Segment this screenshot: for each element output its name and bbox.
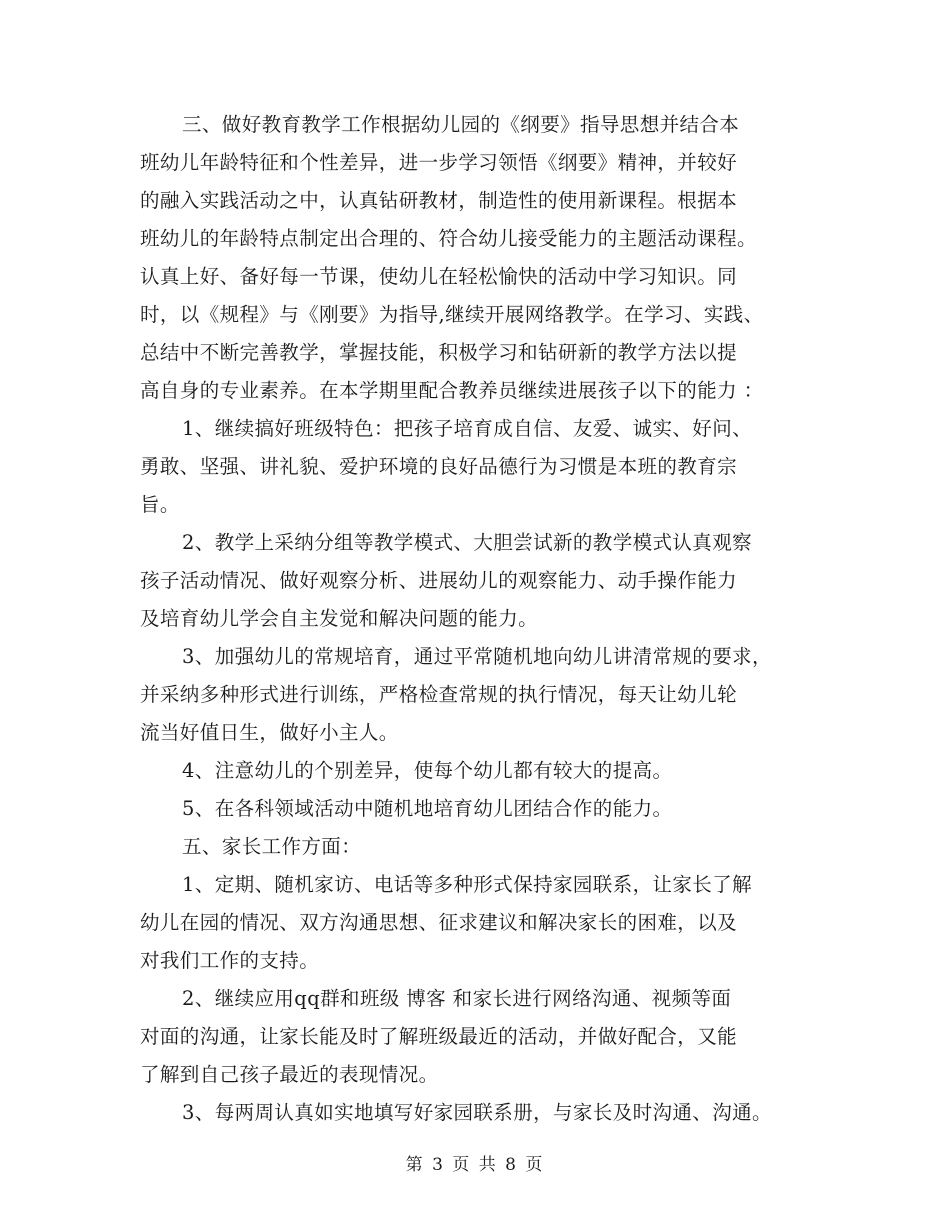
paragraph-line: 对我们工作的支持。 xyxy=(140,949,320,972)
paragraph-line: 班幼儿的年龄特点制定出合理的、符合幼儿接受能力的主题活动课程。 xyxy=(140,227,757,250)
page-number-footer: 第 3 页 共 8 页 xyxy=(405,1155,545,1175)
paragraph-line: 孩子活动情况、做好观察分析、进展幼儿的观察能力、动手操作能力 xyxy=(140,569,738,592)
paragraph-line: 1、继续搞好班级特色：把孩子培育成自信、友爱、诚实、好问、 xyxy=(182,417,753,440)
paragraph-line: 三、做好教育教学工作根据幼儿园的《纲要》指导思想并结合本 xyxy=(182,113,740,136)
paragraph-line: 3、每两周认真如实地填写好家园联系册，与家长及时沟通、沟通。 xyxy=(182,1101,772,1124)
paragraph-line: 4、注意幼儿的个别差异，使每个幼儿都有较大的提高。 xyxy=(182,759,673,782)
paragraph-line: 了解到自己孩子最近的表现情况。 xyxy=(140,1063,439,1086)
paragraph-line: 1、定期、随机家访、电话等多种形式保持家园联系，让家长了解 xyxy=(182,873,753,896)
paragraph-line: 高自身的专业素养。在本学期里配合教养员继续进展孩子以下的能力 ： xyxy=(140,379,764,402)
paragraph-line: 的融入实践活动之中，认真钻研教材，制造性的使用新课程。根据本 xyxy=(140,189,738,212)
document-body xyxy=(140,106,830,1132)
paragraph-line: 班幼儿年龄特征和个性差异，进一步学习领悟《纲要》精神，并较好 xyxy=(140,151,738,174)
paragraph-line: 时，以《规程》与《刚要》为指导,继续开展网络教学。在学习、实践、 xyxy=(140,303,764,326)
paragraph-line: 5、在各科领域活动中随机地培育幼儿团结合作的能力。 xyxy=(182,797,673,820)
paragraph-line: 认真上好、备好每一节课，使幼儿在轻松愉快的活动中学习知识。同 xyxy=(140,265,738,288)
paragraph-line: 幼儿在园的情况、双方沟通思想、征求建议和解决家长的困难，以及 xyxy=(140,911,738,934)
paragraph-line: 总结中不断完善教学，掌握技能，积极学习和钻研新的教学方法以提 xyxy=(140,341,738,364)
paragraph-line: 3、加强幼儿的常规培育，通过平常随机地向幼儿讲清常规的要求， xyxy=(182,645,772,668)
paragraph-line: 勇敢、坚强、讲礼貌、爱护环境的良好品德行为习惯是本班的教育宗 xyxy=(140,455,738,478)
paragraph-line: 旨。 xyxy=(140,493,180,516)
paragraph-line: 2、教学上采纳分组等教学模式、大胆尝试新的教学模式认真观察 xyxy=(182,531,753,554)
paragraph-line: 并采纳多种形式进行训练，严格检查常规的执行情况，每天让幼儿轮 xyxy=(140,683,738,706)
paragraph-line: 2、继续应用qq群和班级 博客 和家长进行网络沟通、视频等面 xyxy=(182,987,732,1010)
paragraph-line: 对面的沟通，让家长能及时了解班级最近的活动，并做好配合，又能 xyxy=(140,1025,738,1048)
paragraph-line: 及培育幼儿学会自主发觉和解决问题的能力。 xyxy=(140,607,539,630)
paragraph-line: 流当好值日生，做好小主人。 xyxy=(140,721,399,744)
section-heading: 五、家长工作方面： xyxy=(182,835,362,858)
